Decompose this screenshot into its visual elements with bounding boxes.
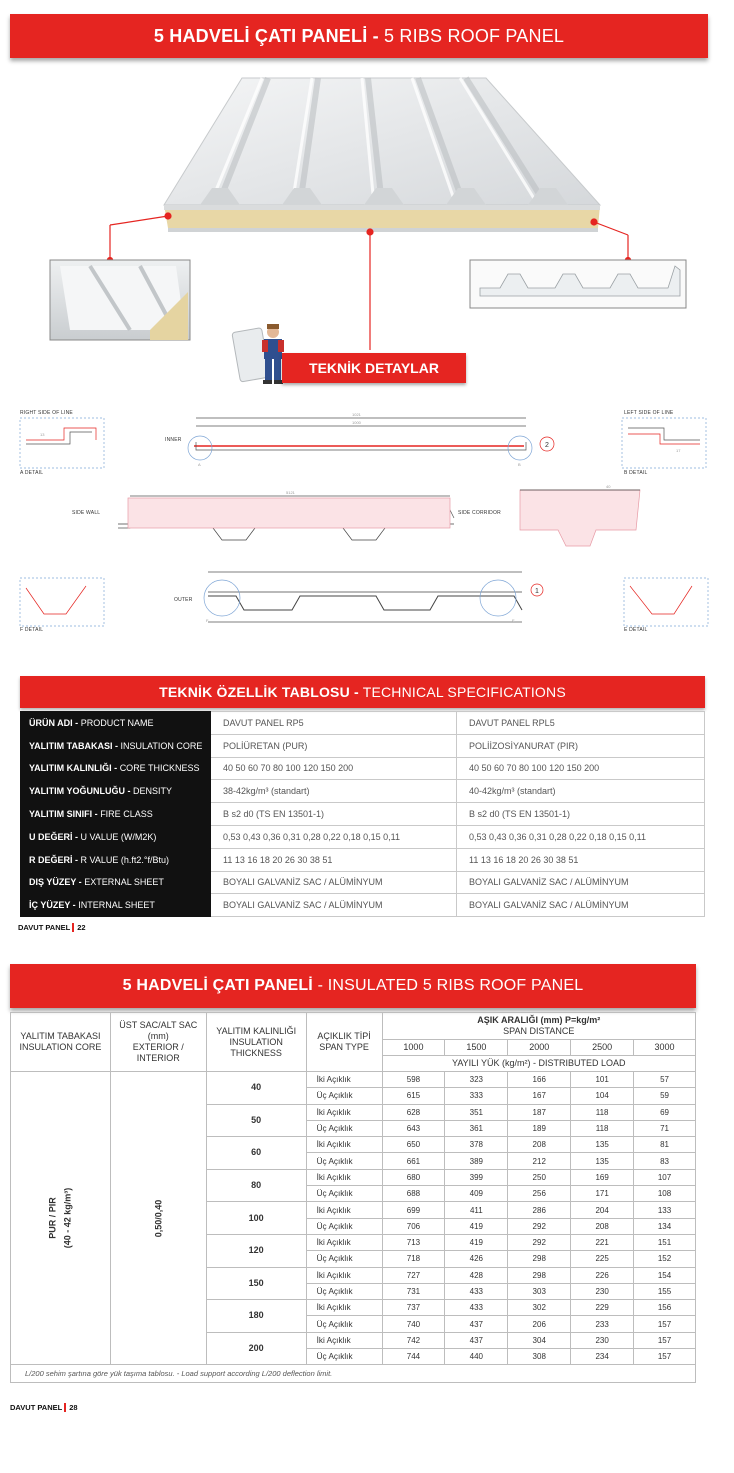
load-value-cell: 151 <box>634 1234 696 1250</box>
load-value-cell: 69 <box>634 1104 696 1120</box>
load-value-cell: 57 <box>634 1072 696 1088</box>
spec-row <box>21 712 705 735</box>
spec-key: YALITIM TABAKASI - INSULATION CORE <box>21 734 211 757</box>
sheet-cell <box>110 1072 206 1365</box>
load-value-cell: 225 <box>571 1251 634 1267</box>
load-value-cell: 731 <box>382 1283 445 1299</box>
spec-row <box>21 825 705 848</box>
load-value-cell: 378 <box>445 1137 508 1153</box>
spec-key: YALITIM SINIFI - FIRE CLASS <box>21 803 211 826</box>
spec-title-en: TECHNICAL SPECIFICATIONS <box>362 684 566 700</box>
load-value-cell: 108 <box>634 1186 696 1202</box>
load-value-cell: 411 <box>445 1202 508 1218</box>
core-text: PUR / PIR (40 - 42 kg/m³) <box>47 1187 73 1249</box>
load-value-cell: 650 <box>382 1137 445 1153</box>
load-value-cell: 680 <box>382 1169 445 1185</box>
load-value-cell: 598 <box>382 1072 445 1088</box>
load-value-cell: 166 <box>508 1072 571 1088</box>
load-value-cell: 171 <box>571 1186 634 1202</box>
point-e: E <box>512 618 515 623</box>
spec-key: DIŞ YÜZEY - EXTERNAL SHEET <box>21 871 211 894</box>
spec-value-rp5: 38-42kg/m³ (standart) <box>211 780 457 803</box>
spec-row <box>21 734 705 757</box>
load-value-cell: 134 <box>634 1218 696 1234</box>
load-value-cell: 157 <box>634 1349 696 1365</box>
technical-drawings-svg <box>0 400 734 640</box>
spec-value-rpl5: 40-42kg/m³ (standart) <box>457 780 705 803</box>
callout-2: 2 <box>545 442 549 449</box>
load-value-cell: 713 <box>382 1234 445 1250</box>
page-footer-22 <box>18 923 86 932</box>
distance-header: 2500 <box>571 1040 634 1056</box>
span-type-cell: Üç Açıklık <box>306 1316 382 1332</box>
spec-value-rpl5: DAVUT PANEL RPL5 <box>457 712 705 735</box>
spec-value-rp5: BOYALI GALVANİZ SAC / ALÜMİNYUM <box>211 871 457 894</box>
load-value-cell: 409 <box>445 1186 508 1202</box>
dim-40: 40 <box>606 484 611 489</box>
spec-value-rpl5: 0,53 0,43 0,36 0,31 0,28 0,22 0,18 0,15 0,11 <box>457 825 705 848</box>
spec-key: R DEĞERİ - R VALUE (h.ft2.°f/Btu) <box>21 848 211 871</box>
spec-value-rpl5: 11 13 16 18 20 26 30 38 51 <box>457 848 705 871</box>
spec-value-rpl5: B s2 d0 (TS EN 13501-1) <box>457 803 705 826</box>
span-type-cell: İki Açıklık <box>306 1267 382 1283</box>
load-value-cell: 706 <box>382 1218 445 1234</box>
label-a-detail: A DETAIL <box>20 470 44 476</box>
footer-page-number-2: 28 <box>64 1403 77 1412</box>
thickness-cell: 80 <box>206 1169 306 1202</box>
load-value-cell: 83 <box>634 1153 696 1169</box>
load-value-cell: 437 <box>445 1332 508 1348</box>
spec-title-tr: TEKNİK ÖZELLİK TABLOSU - <box>159 684 359 700</box>
load-title-tr: 5 HADVELİ ÇATI PANELİ <box>122 977 313 994</box>
load-table <box>10 1012 696 1383</box>
dim-1021: 1021 <box>352 412 361 417</box>
load-value-cell: 304 <box>508 1332 571 1348</box>
thickness-cell: 40 <box>206 1072 306 1105</box>
footer-brand-2: DAVUT PANEL <box>10 1403 63 1412</box>
span-type-cell: İki Açıklık <box>306 1202 382 1218</box>
load-value-cell: 71 <box>634 1120 696 1136</box>
spec-key: ÜRÜN ADI - PRODUCT NAME <box>21 712 211 735</box>
header-span-distance: AŞIK ARALIĞI (mm) P=kg/m² SPAN DISTANCE <box>382 1013 696 1040</box>
spec-value-rp5: 0,53 0,43 0,36 0,31 0,28 0,22 0,18 0,15 0,11 <box>211 825 457 848</box>
label-left-side: LEFT SIDE OF LINE <box>624 410 674 416</box>
load-value-cell: 744 <box>382 1349 445 1365</box>
load-value-cell: 154 <box>634 1267 696 1283</box>
span-type-cell: Üç Açıklık <box>306 1186 382 1202</box>
label-side-wall: SIDE WALL <box>72 510 101 516</box>
load-value-cell: 303 <box>508 1283 571 1299</box>
load-value-cell: 661 <box>382 1153 445 1169</box>
spec-row <box>21 803 705 826</box>
load-value-cell: 233 <box>571 1316 634 1332</box>
load-value-cell: 437 <box>445 1316 508 1332</box>
spec-value-rp5: B s2 d0 (TS EN 13501-1) <box>211 803 457 826</box>
span-type-cell: Üç Açıklık <box>306 1088 382 1104</box>
load-value-cell: 204 <box>571 1202 634 1218</box>
spec-value-rp5: 11 13 16 18 20 26 30 38 51 <box>211 848 457 871</box>
span-type-cell: Üç Açıklık <box>306 1218 382 1234</box>
distance-header: 1500 <box>445 1040 508 1056</box>
span-type-cell: Üç Açıklık <box>306 1120 382 1136</box>
load-title-en: - INSULATED 5 RIBS ROOF PANEL <box>317 977 584 994</box>
roof-panel-illustration <box>0 60 734 390</box>
thickness-cell: 200 <box>206 1332 306 1365</box>
load-value-cell: 699 <box>382 1202 445 1218</box>
header-distributed-load: YAYILI YÜK (kg/m²) - DISTRIBUTED LOAD <box>382 1056 696 1072</box>
load-value-cell: 135 <box>571 1153 634 1169</box>
thickness-cell: 100 <box>206 1202 306 1235</box>
span-type-cell: İki Açıklık <box>306 1137 382 1153</box>
load-value-cell: 208 <box>571 1218 634 1234</box>
technical-drawings <box>0 400 734 640</box>
deflection-note: L/200 sehim şartına göre yük taşıma tablosu. - Load support according L/200 deflection limit. <box>11 1365 696 1383</box>
footer-brand: DAVUT PANEL <box>18 923 71 932</box>
thickness-cell: 150 <box>206 1267 306 1300</box>
load-value-cell: 234 <box>571 1349 634 1365</box>
header-thickness: YALITIM KALINLIĞI INSULATION THICKNESS <box>206 1013 306 1072</box>
load-value-cell: 256 <box>508 1186 571 1202</box>
span-type-cell: İki Açıklık <box>306 1300 382 1316</box>
dim-5121: 5121 <box>286 490 295 495</box>
load-value-cell: 206 <box>508 1316 571 1332</box>
thickness-cell: 120 <box>206 1234 306 1267</box>
load-value-cell: 133 <box>634 1202 696 1218</box>
load-value-cell: 419 <box>445 1218 508 1234</box>
distance-header: 2000 <box>508 1040 571 1056</box>
load-value-cell: 615 <box>382 1088 445 1104</box>
spec-table <box>20 711 705 917</box>
spec-key: İÇ YÜZEY - INTERNAL SHEET <box>21 894 211 917</box>
dim-17: 17 <box>676 448 681 453</box>
distance-header: 3000 <box>634 1040 696 1056</box>
label-b-detail: B DETAIL <box>624 470 648 476</box>
spec-key: YALITIM KALINLIĞI - CORE THICKNESS <box>21 757 211 780</box>
load-table-banner <box>10 964 696 1008</box>
spec-value-rpl5: BOYALI GALVANİZ SAC / ALÜMİNYUM <box>457 894 705 917</box>
distance-header: 1000 <box>382 1040 445 1056</box>
load-value-cell: 419 <box>445 1234 508 1250</box>
load-value-cell: 740 <box>382 1316 445 1332</box>
spec-value-rpl5: POLİİZOSİYANURAT (PIR) <box>457 734 705 757</box>
load-value-cell: 152 <box>634 1251 696 1267</box>
load-value-cell: 212 <box>508 1153 571 1169</box>
load-value-cell: 157 <box>634 1332 696 1348</box>
thickness-cell: 50 <box>206 1104 306 1137</box>
load-value-cell: 226 <box>571 1267 634 1283</box>
load-value-cell: 157 <box>634 1316 696 1332</box>
core-cell <box>11 1072 111 1365</box>
span-type-cell: Üç Açıklık <box>306 1153 382 1169</box>
load-value-cell: 308 <box>508 1349 571 1365</box>
label-side-corridor: SIDE CORRIDOR <box>458 510 501 516</box>
load-value-cell: 292 <box>508 1218 571 1234</box>
callout-1: 1 <box>535 588 539 595</box>
load-value-cell: 742 <box>382 1332 445 1348</box>
point-f: F <box>206 618 209 623</box>
load-value-cell: 167 <box>508 1088 571 1104</box>
load-value-cell: 688 <box>382 1186 445 1202</box>
load-value-cell: 155 <box>634 1283 696 1299</box>
spec-key: U DEĞERİ - U VALUE (W/M2K) <box>21 825 211 848</box>
load-value-cell: 118 <box>571 1120 634 1136</box>
load-value-cell: 187 <box>508 1104 571 1120</box>
label-e-detail: E DETAIL <box>624 627 648 633</box>
thickness-cell: 180 <box>206 1300 306 1333</box>
label-f-detail: F DETAIL <box>20 627 44 633</box>
span-type-cell: İki Açıklık <box>306 1072 382 1088</box>
load-value-cell: 292 <box>508 1234 571 1250</box>
span-type-cell: İki Açıklık <box>306 1169 382 1185</box>
spec-value-rp5: BOYALI GALVANİZ SAC / ALÜMİNYUM <box>211 894 457 917</box>
spec-value-rp5: DAVUT PANEL RP5 <box>211 712 457 735</box>
span-type-cell: Üç Açıklık <box>306 1349 382 1365</box>
load-value-cell: 428 <box>445 1267 508 1283</box>
span-type-cell: İki Açıklık <box>306 1234 382 1250</box>
load-value-cell: 389 <box>445 1153 508 1169</box>
load-value-cell: 104 <box>571 1088 634 1104</box>
span-type-cell: İki Açıklık <box>306 1332 382 1348</box>
load-value-cell: 737 <box>382 1300 445 1316</box>
dim-13: 13 <box>40 432 45 437</box>
spec-value-rpl5: 40 50 60 70 80 100 120 150 200 <box>457 757 705 780</box>
header-core: YALITIM TABAKASI INSULATION CORE <box>11 1013 111 1072</box>
title-en: 5 RIBS ROOF PANEL <box>384 26 565 46</box>
load-value-cell: 433 <box>445 1283 508 1299</box>
footer-page-number: 22 <box>72 923 85 932</box>
load-value-cell: 298 <box>508 1267 571 1283</box>
load-value-cell: 189 <box>508 1120 571 1136</box>
load-value-cell: 286 <box>508 1202 571 1218</box>
spec-key: YALITIM YOĞUNLUĞU - DENSITY <box>21 780 211 803</box>
load-value-cell: 107 <box>634 1169 696 1185</box>
page-title-banner <box>10 14 708 58</box>
span-type-cell: İki Açıklık <box>306 1104 382 1120</box>
load-value-cell: 628 <box>382 1104 445 1120</box>
load-value-cell: 302 <box>508 1300 571 1316</box>
load-value-cell: 221 <box>571 1234 634 1250</box>
spec-row <box>21 894 705 917</box>
thickness-cell: 60 <box>206 1137 306 1170</box>
load-value-cell: 333 <box>445 1088 508 1104</box>
load-value-cell: 230 <box>571 1283 634 1299</box>
load-value-cell: 440 <box>445 1349 508 1365</box>
spec-value-rpl5: BOYALI GALVANİZ SAC / ALÜMİNYUM <box>457 871 705 894</box>
load-value-cell: 718 <box>382 1251 445 1267</box>
product-images <box>0 60 734 390</box>
load-value-cell: 101 <box>571 1072 634 1088</box>
spec-row <box>21 780 705 803</box>
load-value-cell: 135 <box>571 1137 634 1153</box>
worker-illustration <box>232 324 284 384</box>
load-value-cell: 361 <box>445 1120 508 1136</box>
load-value-cell: 727 <box>382 1267 445 1283</box>
load-value-cell: 230 <box>571 1332 634 1348</box>
point-b: B <box>518 462 521 467</box>
load-value-cell: 298 <box>508 1251 571 1267</box>
load-value-cell: 323 <box>445 1072 508 1088</box>
span-type-cell: Üç Açıklık <box>306 1283 382 1299</box>
load-value-cell: 643 <box>382 1120 445 1136</box>
label-right-side: RIGHT SIDE OF LINE <box>20 410 73 416</box>
point-a: A <box>198 462 201 467</box>
label-inner: INNER <box>165 437 182 443</box>
dim-1000: 1000 <box>352 420 361 425</box>
load-value-cell: 156 <box>634 1300 696 1316</box>
span-type-cell: Üç Açıklık <box>306 1251 382 1267</box>
load-value-cell: 229 <box>571 1300 634 1316</box>
load-value-cell: 118 <box>571 1104 634 1120</box>
title-tr: 5 HADVELİ ÇATI PANELİ - <box>153 26 379 46</box>
load-value-cell: 399 <box>445 1169 508 1185</box>
page-footer-28 <box>10 1403 78 1412</box>
load-value-cell: 250 <box>508 1169 571 1185</box>
technical-details-badge: TEKNİK DETAYLAR <box>282 353 466 383</box>
load-value-cell: 169 <box>571 1169 634 1185</box>
load-value-cell: 81 <box>634 1137 696 1153</box>
load-value-cell: 208 <box>508 1137 571 1153</box>
spec-row <box>21 848 705 871</box>
load-value-cell: 59 <box>634 1088 696 1104</box>
load-value-cell: 433 <box>445 1300 508 1316</box>
label-outer: OUTER <box>174 597 193 603</box>
sheet-text: 0,50/0,40 <box>152 1199 163 1237</box>
header-sheet: ÜST SAC/ALT SAC (mm) EXTERIOR / INTERIOR <box>110 1013 206 1072</box>
spec-table-banner <box>20 676 705 708</box>
spec-value-rp5: POLİÜRETAN (PUR) <box>211 734 457 757</box>
load-value-cell: 426 <box>445 1251 508 1267</box>
spec-value-rp5: 40 50 60 70 80 100 120 150 200 <box>211 757 457 780</box>
spec-row <box>21 757 705 780</box>
header-span-type: AÇIKLIK TİPİ SPAN TYPE <box>306 1013 382 1072</box>
load-value-cell: 351 <box>445 1104 508 1120</box>
table-row <box>11 1072 696 1088</box>
spec-row <box>21 871 705 894</box>
